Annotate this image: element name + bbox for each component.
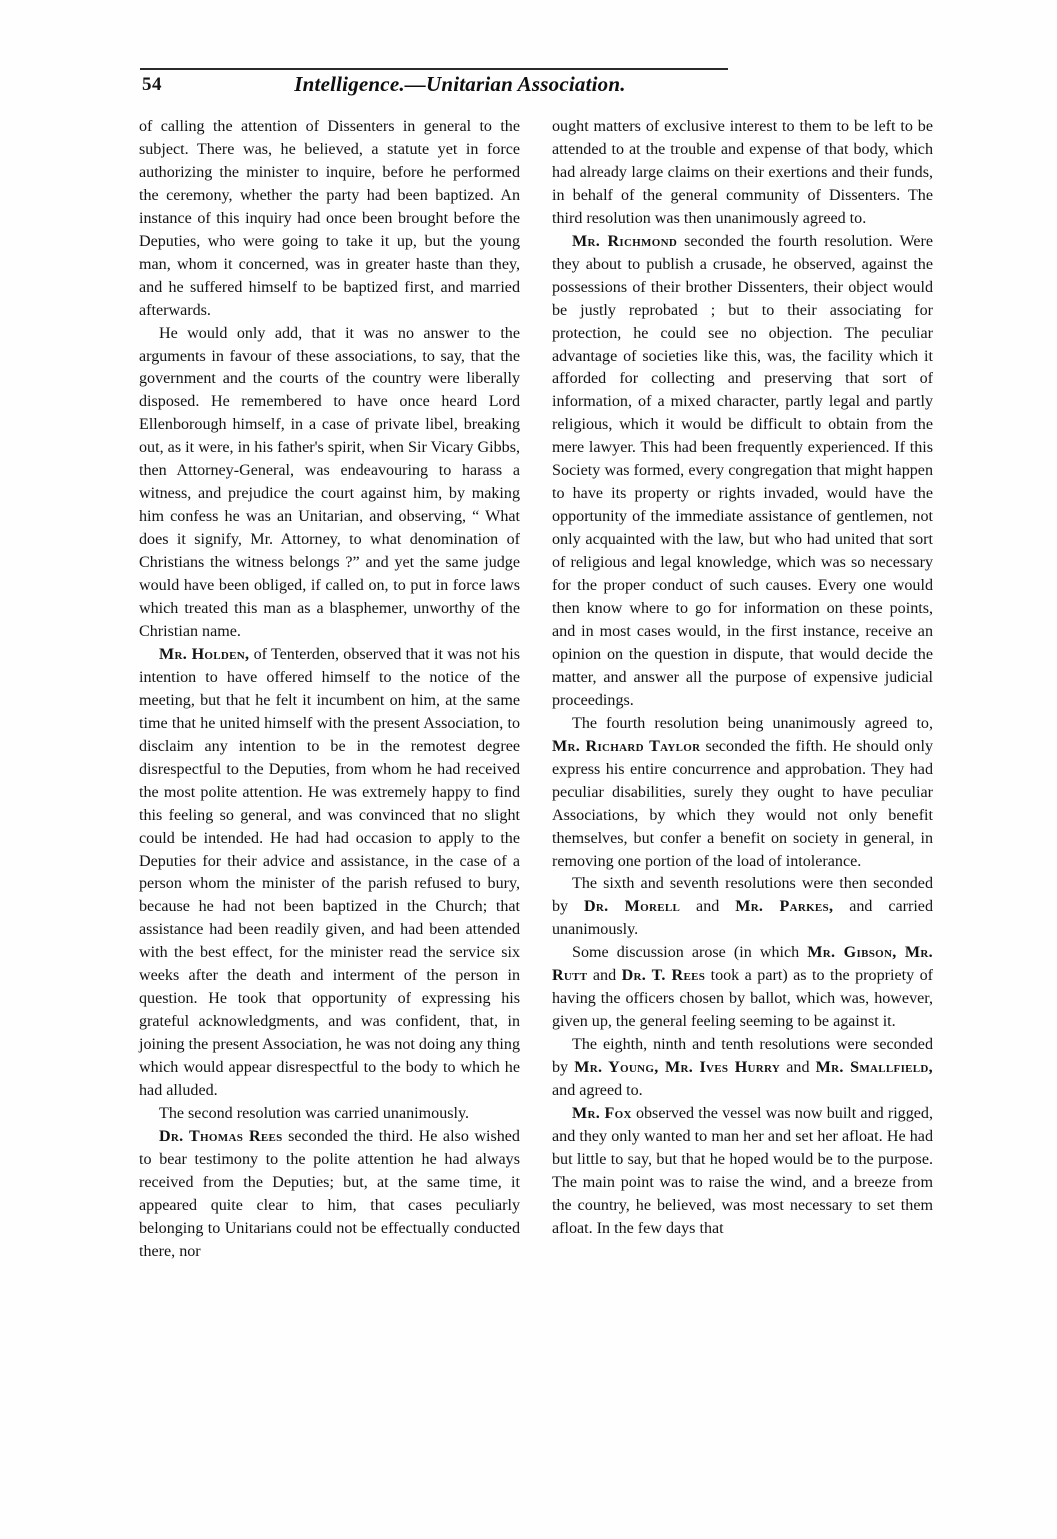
paragraph: Mr. Fox observed the vessel was now built and rigged, and they only wanted to man her and set her afloat. He had but little to say, but that he hoped would be to the purpose. The main point was to raise the wind, and a breeze from the country, he believed, was most necessary to set them afloat. In the few days that: [552, 1104, 933, 1237]
speaker-name: Mr. Smallfield,: [815, 1059, 933, 1077]
paragraph: The sixth and seventh resolutions were then seconded by Dr. Morell and Mr. Parkes, and carried unanimously.: [552, 875, 933, 939]
paragraph: The second resolution was carried unanimously.: [159, 1104, 470, 1122]
speaker-name: Mr. Fox: [572, 1104, 632, 1122]
speaker-name: Mr. Young, Mr. Ives Hurry: [574, 1059, 781, 1077]
paragraph: Dr. Thomas Rees seconded the third. He also wished to bear testimony to the polite attention he had always received from the Deputies; but, at the same time, it appeared quite clear to him, that cases peculiarly belonging to Unitarians could not be effectually conducted there, nor: [139, 1127, 520, 1260]
paragraph: He would only add, that it was no answer to the arguments in favour of these associations, to say, that the government and the courts of the country were liberally disposed. He remembered to have once heard Lord Ellenborough himself, in a case of private libel, breaking out, as it were, in his father's spirit, when Sir Vicary Gibbs, then Attorney-General, was endeavouring to harass a witness, and prejudice the court against him, by making him confess he was an Unitarian, and observing, “ What does it signify, Mr. Attorney, to what denomination of Christians the witness belongs ?” and yet the same judge would have been obliged, if called on, to put in force laws which treated this man as a blasphemer, unworthy of the Christian name.: [139, 324, 520, 640]
paragraph: Mr. Holden, of Tenterden, observed that it was not his intention to have offered himself to the notice of the meeting, but that he felt it incumbent on him, at the same time that he united himself with the present Association, to disclaim any intention to be in the remotest degree disrespectful to the Deputies, from whom he had received the most polite attention. He was extremely happy to find this feeling so general, and was convinced that no slight could be intended. He had had occasion to apply to the Deputies for their advice and assistance, in the case of a person whom the minister of the parish refused to bury, because he had not been baptized in the Church; that assistance had been readily given, and had been attended with the best effect, for the minister read the service six weeks after the death and interment of the person in question. He took that opportunity of expressing his grateful acknowledgments, and was confident, that, in joining the present Association, he was not doing any thing which would appear disrespectful to the body to which he had alluded.: [139, 645, 521, 1100]
speaker-name: Mr. Richard Taylor: [552, 737, 701, 755]
right-column: [552, 116, 933, 1406]
paragraph: The eighth, ninth and tenth resolutions were seconded by Mr. Young, Mr. Ives Hurry and Mr. Smallfield, and agreed to.: [552, 1036, 933, 1100]
speaker-name: Dr. Morell: [583, 898, 681, 916]
running-head-title: Intelligence.—Unitarian Association.: [294, 72, 626, 96]
paragraph: The fourth resolution being unanimously agreed to, Mr. Richard Taylor seconded the fifth. He should only express his entire concurrence and approbation. They had peculiar disabilities, surely they ought to have peculiar Associations, by which they would not only benefit themselves, but confer a benefit on society in general, in removing one portion of the load of intolerance.: [552, 714, 934, 870]
speaker-name: Mr. Richmond: [572, 232, 678, 250]
speaker-name: Mr. Holden,: [159, 645, 250, 663]
speaker-name: Dr. Thomas Rees: [159, 1127, 283, 1145]
speaker-name: Mr. Parkes,: [735, 898, 834, 916]
body-columns: [139, 116, 933, 1406]
paragraph: Some discussion arose (in which Mr. Gibson, Mr. Rutt and Dr. T. Rees took a part) as to the propriety of having the officers chosen by ballot, which was, however, given up, the general feeling seeming to be against it.: [552, 944, 933, 1031]
speaker-name: Mr. Gibson, Mr. Rutt: [552, 944, 933, 985]
page-folio-number: 54: [142, 74, 162, 95]
paragraph: of calling the attention of Dissenters in general to the subject. There was, he believed, a statute yet in force authorizing the minister to inquire, before he performed the ceremony, whether the party had been baptized. An instance of this inquiry had once been brought before the Deputies, who were going to take it up, but the young man, whom it concerned, was in greater haste than they, and he suffered himself to be baptized first, and married afterwards.: [139, 118, 520, 319]
paragraph: Mr. Richmond seconded the fourth resolution. Were they about to publish a crusade, he observed, against the possessions of their brother Dissenters, their object would be justly reprobated ; but to their associating for protection, he could see no objection. The peculiar advantage of societies like this, was, the facility which it afforded for collecting and preserving that sort of information, of a mixed character, partly legal and partly religious, which it would be difficult to obtain from the mere lawyer. This had been frequently experienced. If this Society was formed, every congregation that might happen to have its property or rights invaded, would have the opportunity of the immediate assistance of gentlemen, not only acquainted with the law, but who had united that sort of religious and legal knowledge, which was so necessary for the proper conduct of such causes. Every one would then know where to go for information on these points, and in most cases would, in the first instance, receive an opinion on the question in dispute, that would decide the matter, and answer all the purpose of expensive judicial proceedings.: [552, 232, 934, 709]
paragraph: ought matters of exclusive interest to them to be left to be attended to at the trouble and expense of that body, which had already large claims on their exertions and their funds, in behalf of the general community of Dissenters. The third resolution was then unanimously agreed to.: [552, 118, 933, 227]
header-rule: [140, 68, 728, 70]
left-column: [139, 116, 520, 1406]
speaker-name: Dr. T. Rees: [621, 967, 706, 985]
